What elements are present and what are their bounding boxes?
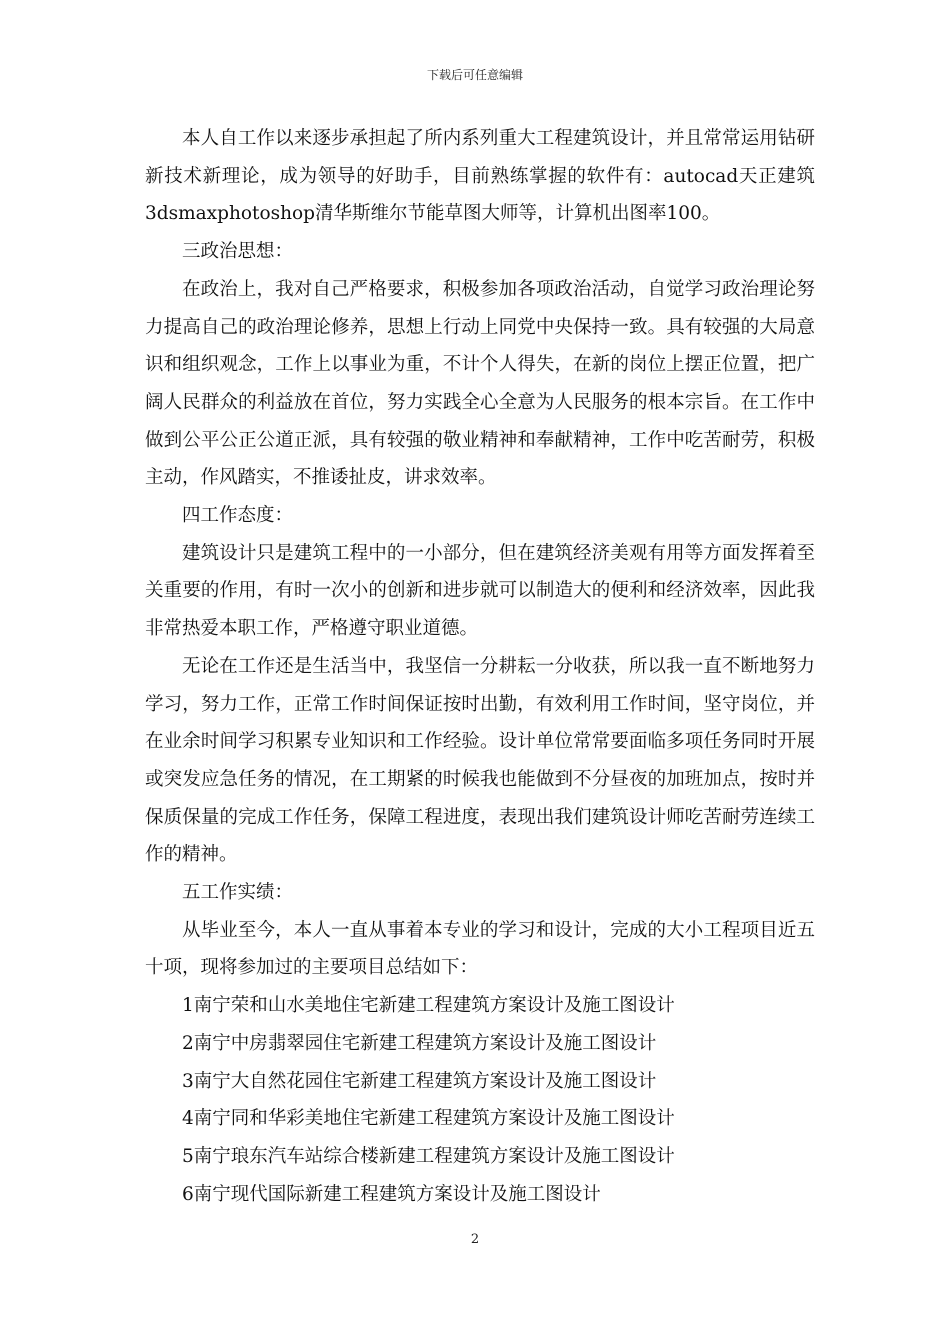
paragraph-achievements-intro: 从毕业至今，本人一直从事着本专业的学习和设计，完成的大小工程项目近五十项，现将参加过的主要项目总结如下： bbox=[145, 919, 815, 979]
project-list-item: 6南宁现代国际新建工程建筑方案设计及施工图设计 bbox=[182, 1183, 601, 1205]
section-heading-political: 三政治思想： bbox=[182, 241, 294, 263]
paragraph-diligence: 无论在工作还是生活当中，我坚信一分耕耘一分收获，所以我一直不断地努力学习，努力工作，正常工作时间保证按时出勤，有效利用工作时间，坚守岗位，并在业余时间学习积累专业知识和工作经验。设计单位常常要面临多项任务同时开展或突发应急任务的情况，在工期紧的时候我也能做到不分昼夜的加班加点，按时并保质保量的完成工作任务，保障工程进度，表现出我们建筑设计师吃苦耐劳连续工作的精神。 bbox=[145, 655, 815, 866]
section-heading-attitude: 四工作态度： bbox=[182, 505, 294, 527]
section-heading-achievements: 五工作实绩： bbox=[182, 882, 294, 904]
project-list-item: 5南宁琅东汽车站综合楼新建工程建筑方案设计及施工图设计 bbox=[182, 1145, 675, 1167]
project-list-item: 3南宁大自然花园住宅新建工程建筑方案设计及施工图设计 bbox=[182, 1070, 657, 1092]
page-number: 2 bbox=[470, 1232, 480, 1247]
paragraph-political: 在政治上，我对自己严格要求，积极参加各项政治活动，自觉学习政治理论努力提高自己的政治理论修养，思想上行动上同党中央保持一致。具有较强的大局意识和组织观念，工作上以事业为重，不计个人得失，在新的岗位上摆正位置，把广阔人民群众的利益放在首位，努力实践全心全意为人民服务的根本宗旨。在工作中做到公平公正公道正派，具有较强的敬业精神和奉献精神，工作中吃苦耐劳，积极主动，作风踏实，不推诿扯皮，讲求效率。 bbox=[145, 278, 815, 489]
page-header: 下载后可任意编辑 bbox=[426, 68, 523, 82]
project-list-item: 2南宁中房翡翠园住宅新建工程建筑方案设计及施工图设计 bbox=[182, 1032, 657, 1054]
paragraph-software-skills: 本人自工作以来逐步承担起了所内系列重大工程建筑设计，并且常常运用钻研新技术新理论，成为领导的好助手，目前熟练掌握的软件有：autocad天正建筑3dsmaxphotoshop清华斯维尔节能草图大师等，计算机出图率100。 bbox=[145, 128, 815, 225]
project-list-item: 1南宁荣和山水美地住宅新建工程建筑方案设计及施工图设计 bbox=[182, 995, 675, 1017]
project-list-item: 4南宁同和华彩美地住宅新建工程建筑方案设计及施工图设计 bbox=[182, 1108, 675, 1130]
paragraph-attitude: 建筑设计只是建筑工程中的一小部分，但在建筑经济美观有用等方面发挥着至关重要的作用，有时一次小的创新和进步就可以制造大的便利和经济效率，因此我非常热爱本职工作，严格遵守职业道德。 bbox=[145, 542, 815, 640]
document-body bbox=[145, 120, 815, 1213]
